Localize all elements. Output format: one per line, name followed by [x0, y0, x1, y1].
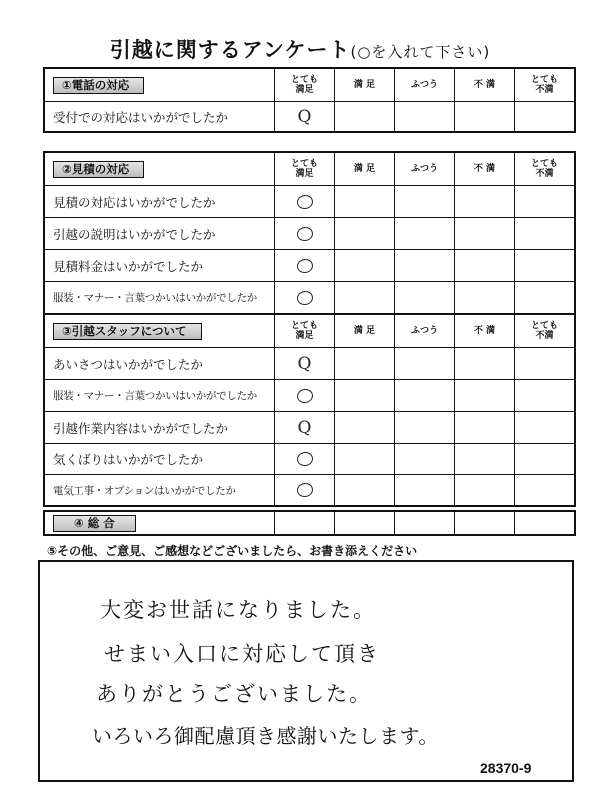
- survey-title-note: (○を入れて下さい): [350, 43, 491, 61]
- circle-mark-icon: [295, 289, 313, 306]
- rating-cell[interactable]: [275, 102, 335, 131]
- rating-cell[interactable]: [275, 380, 335, 411]
- comment-line: 大変お世話になりました。: [100, 598, 376, 622]
- circle-mark-icon: [295, 451, 313, 468]
- comment-line: せまい入口に対応して頂き: [104, 642, 380, 666]
- section-heading-cell: [45, 153, 275, 185]
- rating-cell[interactable]: [455, 444, 515, 474]
- question-row: [45, 217, 574, 249]
- question-text: 気くばりはいかがでしたか: [45, 444, 275, 474]
- overall-rating-cell[interactable]: [455, 512, 515, 534]
- circle-mark-icon: [295, 387, 313, 404]
- rating-header-label: ふつう: [395, 315, 455, 347]
- rating-cell[interactable]: [395, 475, 455, 505]
- question-row: [45, 411, 574, 443]
- rating-cell[interactable]: [335, 102, 395, 131]
- question-text: 服装・マナー・言葉つかいはいかがでしたか: [45, 282, 275, 313]
- question-text: 見積料金はいかがでしたか: [45, 250, 275, 281]
- section-phone-response: [43, 67, 576, 133]
- rating-header-label: とても 満足: [275, 153, 335, 185]
- section-estimate-response: [43, 151, 576, 315]
- rating-cell[interactable]: [335, 412, 395, 443]
- handwritten-mark: Q: [297, 353, 312, 374]
- rating-cell[interactable]: [455, 348, 515, 379]
- question-row: [45, 249, 574, 281]
- rating-header-label: 不 満: [455, 69, 515, 101]
- rating-header-label: 不 満: [455, 153, 515, 185]
- rating-cell[interactable]: [515, 444, 574, 474]
- rating-header-label: とても 満足: [275, 315, 335, 347]
- section-heading-cell: [45, 315, 275, 347]
- rating-cell[interactable]: [455, 186, 515, 217]
- question-row: [45, 347, 574, 379]
- question-row: [45, 474, 574, 505]
- question-text: 電気工事・オプションはいかがでしたか: [45, 475, 275, 505]
- handwritten-mark: Q: [297, 106, 312, 127]
- rating-cell[interactable]: [395, 380, 455, 411]
- overall-rating-cell[interactable]: [275, 512, 335, 534]
- rating-cell[interactable]: [335, 348, 395, 379]
- comment-line: いろいろ御配慮頂き感謝いたします。: [92, 724, 439, 748]
- comment-box[interactable]: [38, 560, 574, 782]
- rating-header-label: とても 不満: [530, 75, 558, 95]
- rating-cell[interactable]: [395, 348, 455, 379]
- circle-mark-icon: [295, 482, 313, 499]
- rating-cell[interactable]: [275, 186, 335, 217]
- rating-header-label: 満 足: [335, 153, 395, 185]
- circle-mark-icon: [295, 257, 313, 274]
- rating-cell[interactable]: [455, 250, 515, 281]
- rating-header-label: 満 足: [335, 315, 395, 347]
- rating-cell[interactable]: [515, 186, 574, 217]
- question-text: 受付での対応はいかがでしたか: [45, 102, 275, 131]
- overall-rating-cell[interactable]: [515, 512, 574, 534]
- rating-cell[interactable]: [515, 348, 574, 379]
- rating-cell[interactable]: [395, 444, 455, 474]
- question-text: 引越作業内容はいかがでしたか: [45, 412, 275, 443]
- circle-mark-icon: [295, 193, 313, 210]
- rating-header-label: とても 満足: [275, 69, 335, 101]
- rating-cell[interactable]: [515, 282, 574, 313]
- section-header-row: [45, 69, 574, 101]
- rating-header-label: ふつう: [395, 153, 455, 185]
- rating-cell[interactable]: [455, 412, 515, 443]
- question-text: 見積の対応はいかがでしたか: [45, 186, 275, 217]
- rating-cell[interactable]: [455, 380, 515, 411]
- rating-header-label: とても 不満: [530, 159, 558, 179]
- rating-cell[interactable]: [275, 444, 335, 474]
- overall-heading: ④ 総 合: [53, 515, 136, 532]
- rating-cell[interactable]: [335, 250, 395, 281]
- survey-title-text: 引越に関するアンケート: [109, 38, 351, 62]
- section-moving-staff: [43, 313, 576, 507]
- rating-header-label: ふつう: [395, 69, 455, 101]
- section-heading-cell: [45, 69, 275, 101]
- rating-cell[interactable]: [515, 380, 574, 411]
- rating-cell[interactable]: [335, 475, 395, 505]
- rating-cell[interactable]: [455, 282, 515, 313]
- rating-cell[interactable]: [395, 250, 455, 281]
- rating-cell[interactable]: [335, 380, 395, 411]
- section-header-row: [45, 315, 574, 347]
- rating-cell[interactable]: [335, 186, 395, 217]
- rating-cell[interactable]: [275, 250, 335, 281]
- rating-cell[interactable]: [515, 412, 574, 443]
- rating-cell[interactable]: [275, 218, 335, 249]
- question-text: 引越の説明はいかがでしたか: [45, 218, 275, 249]
- question-text: あいさつはいかがでしたか: [45, 348, 275, 379]
- section-heading: ②見積の対応: [53, 161, 144, 178]
- rating-cell[interactable]: [515, 102, 574, 131]
- rating-cell[interactable]: [395, 412, 455, 443]
- rating-cell[interactable]: [395, 218, 455, 249]
- overall-label-cell: [45, 512, 275, 534]
- handwritten-mark: Q: [297, 417, 312, 438]
- rating-cell[interactable]: [335, 218, 395, 249]
- rating-cell[interactable]: [515, 250, 574, 281]
- circle-mark-icon: [295, 225, 313, 242]
- question-row: [45, 101, 574, 131]
- rating-cell[interactable]: [515, 475, 574, 505]
- rating-cell[interactable]: [335, 282, 395, 313]
- comment-label: ⑤その他、ご意見、ご感想などございましたら、お書き添えください: [47, 544, 418, 558]
- rating-cell[interactable]: [455, 475, 515, 505]
- rating-cell[interactable]: [275, 282, 335, 313]
- rating-cell[interactable]: [515, 218, 574, 249]
- form-code: 28370-9: [480, 760, 532, 776]
- rating-cell[interactable]: [395, 102, 455, 131]
- comment-line: ありがとうございました。: [96, 682, 372, 706]
- rating-header-label: 満 足: [335, 69, 395, 101]
- rating-header-label: とても 不満: [530, 321, 558, 341]
- section-heading: ③引越スタッフについて: [53, 323, 202, 340]
- section-heading: ①電話の対応: [53, 77, 144, 94]
- overall-rating-cell[interactable]: [395, 512, 455, 534]
- rating-cell[interactable]: [455, 218, 515, 249]
- rating-cell[interactable]: [455, 102, 515, 131]
- overall-rating-cell[interactable]: [335, 512, 395, 534]
- question-row: [45, 443, 574, 474]
- rating-cell[interactable]: [335, 444, 395, 474]
- rating-header-label: 不 満: [455, 315, 515, 347]
- question-row: [45, 379, 574, 411]
- survey-title: [0, 34, 600, 64]
- question-row: [45, 185, 574, 217]
- section-overall: [43, 510, 576, 536]
- rating-cell[interactable]: [395, 282, 455, 313]
- rating-cell[interactable]: [275, 475, 335, 505]
- rating-cell[interactable]: [275, 412, 335, 443]
- question-row: [45, 281, 574, 313]
- section-header-row: [45, 153, 574, 185]
- rating-cell[interactable]: [395, 186, 455, 217]
- rating-cell[interactable]: [275, 348, 335, 379]
- question-text: 服装・マナー・言葉つかいはいかがでしたか: [45, 380, 275, 411]
